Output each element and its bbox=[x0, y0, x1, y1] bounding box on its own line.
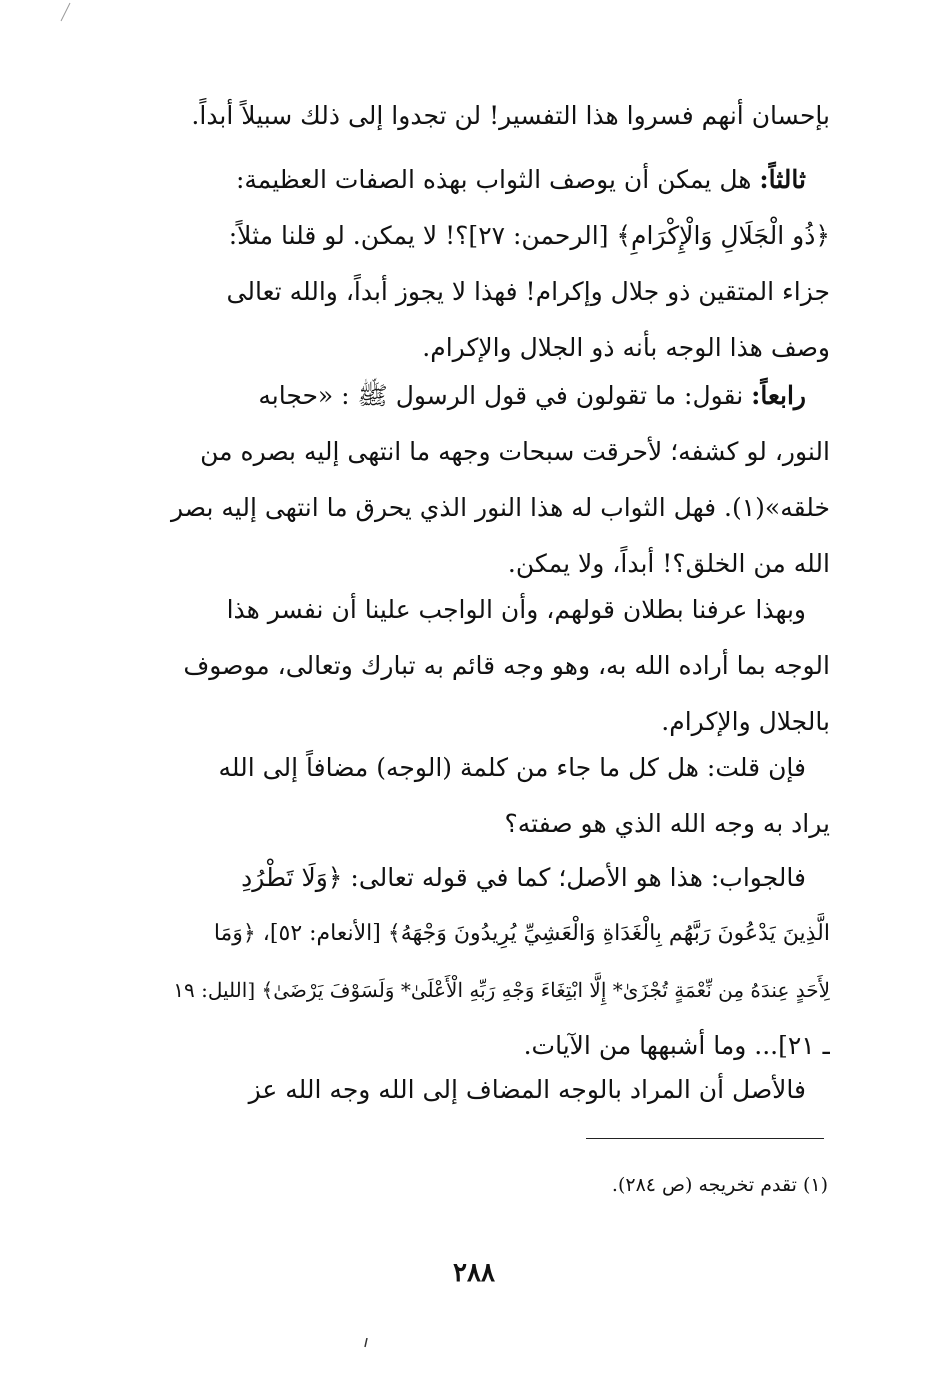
page-number: ٢٨٨ bbox=[453, 1258, 495, 1288]
text-line: جزاء المتقين ذو جلال وإكرام! فهذا لا يجوز أبداً، والله تعالى bbox=[226, 277, 830, 306]
text-line: ـ ٢١]... وما أشبهها من الآيات. bbox=[523, 1031, 830, 1060]
paragraph-3 bbox=[108, 368, 830, 592]
paragraph-5 bbox=[108, 740, 830, 852]
text-line: وبهذا عرفنا بطلان قولهم، وأن الواجب علينا أن نفسر هذا bbox=[226, 595, 806, 624]
paragraph-1 bbox=[108, 88, 830, 144]
text-line: بإحسان أنهم فسروا هذا التفسير! لن تجدوا إلى ذلك سبيلاً أبداً. bbox=[191, 101, 830, 130]
text-line: ﴿ذُو الْجَلَالِ وَالْإِكْرَامِ﴾ [الرحمن: ٢٧]؟! لا يمكن. لو قلنا مثلاً: bbox=[228, 221, 830, 250]
text-line: فإن قلت: هل كل ما جاء من كلمة (الوجه) مضافاً إلى الله bbox=[218, 753, 806, 782]
text-line bbox=[108, 368, 830, 424]
text-line: الوجه بما أراده الله به، وهو وجه قائم به تبارك وتعالى، موصوف bbox=[183, 651, 830, 680]
text-line: خلقه»(١). فهل الثواب له هذا النور الذي يحرق ما انتهى إليه بصر bbox=[171, 493, 830, 522]
paragraph-4 bbox=[108, 582, 830, 750]
quran-verse-line: لِأَحَدٍ عِندَهُ مِن نِّعْمَةٍ تُجْزَىٰ* إِلَّا ابْتِغَاءَ وَجْهِ رَبِّهِ الْأَعْلَىٰ* وَلَسَوْفَ يَرْضَىٰ﴾ [الليل: ١٩ bbox=[173, 978, 830, 1002]
scan-mark bbox=[58, 2, 72, 22]
paragraph-2 bbox=[108, 152, 830, 376]
text-line: النور، لو كشفه؛ لأحرقت سبحات وجهه ما انتهى إليه بصره من bbox=[200, 437, 830, 466]
paragraph-lead: ثالثاً: bbox=[759, 165, 806, 194]
text-line bbox=[108, 152, 830, 208]
scan-mark bbox=[364, 1338, 368, 1348]
quran-verse-line: الَّذِينَ يَدْعُونَ رَبَّهُم بِالْغَدَاةِ وَالْعَشِيِّ يُرِيدُونَ وَجْهَهُ﴾ [الأنعام: ٥٢]، ﴿وَمَا bbox=[213, 921, 830, 946]
footnote-separator bbox=[586, 1138, 824, 1139]
paragraph-lead: رابعاً: bbox=[751, 381, 806, 410]
text-line: وصف هذا الوجه بأنه ذو الجلال والإكرام. bbox=[422, 333, 830, 362]
text-line: بالجلال والإكرام. bbox=[661, 707, 830, 736]
text-line-content: نقول: ما تقولون في قول الرسول ﷺ : «حجابه bbox=[258, 381, 744, 410]
text-line: فالجواب: هذا هو الأصل؛ كما في قوله تعالى: ﴿وَلَا تَطْرُدِ bbox=[241, 863, 806, 892]
text-line-content: هل يمكن أن يوصف الثواب بهذه الصفات العظيمة: bbox=[235, 165, 752, 194]
paragraph-7 bbox=[108, 1062, 830, 1118]
paragraph-6 bbox=[108, 850, 830, 1074]
text-line: يراد به وجه الله الذي هو صفته؟ bbox=[504, 809, 830, 838]
text-line: الله من الخلق؟! أبداً، ولا يمكن. bbox=[507, 549, 830, 578]
text-line: فالأصل أن المراد بالوجه المضاف إلى الله وجه الله عز bbox=[248, 1075, 806, 1104]
footnote: (١) تقدم تخريجه (ص ٢٨٤). bbox=[611, 1174, 828, 1196]
